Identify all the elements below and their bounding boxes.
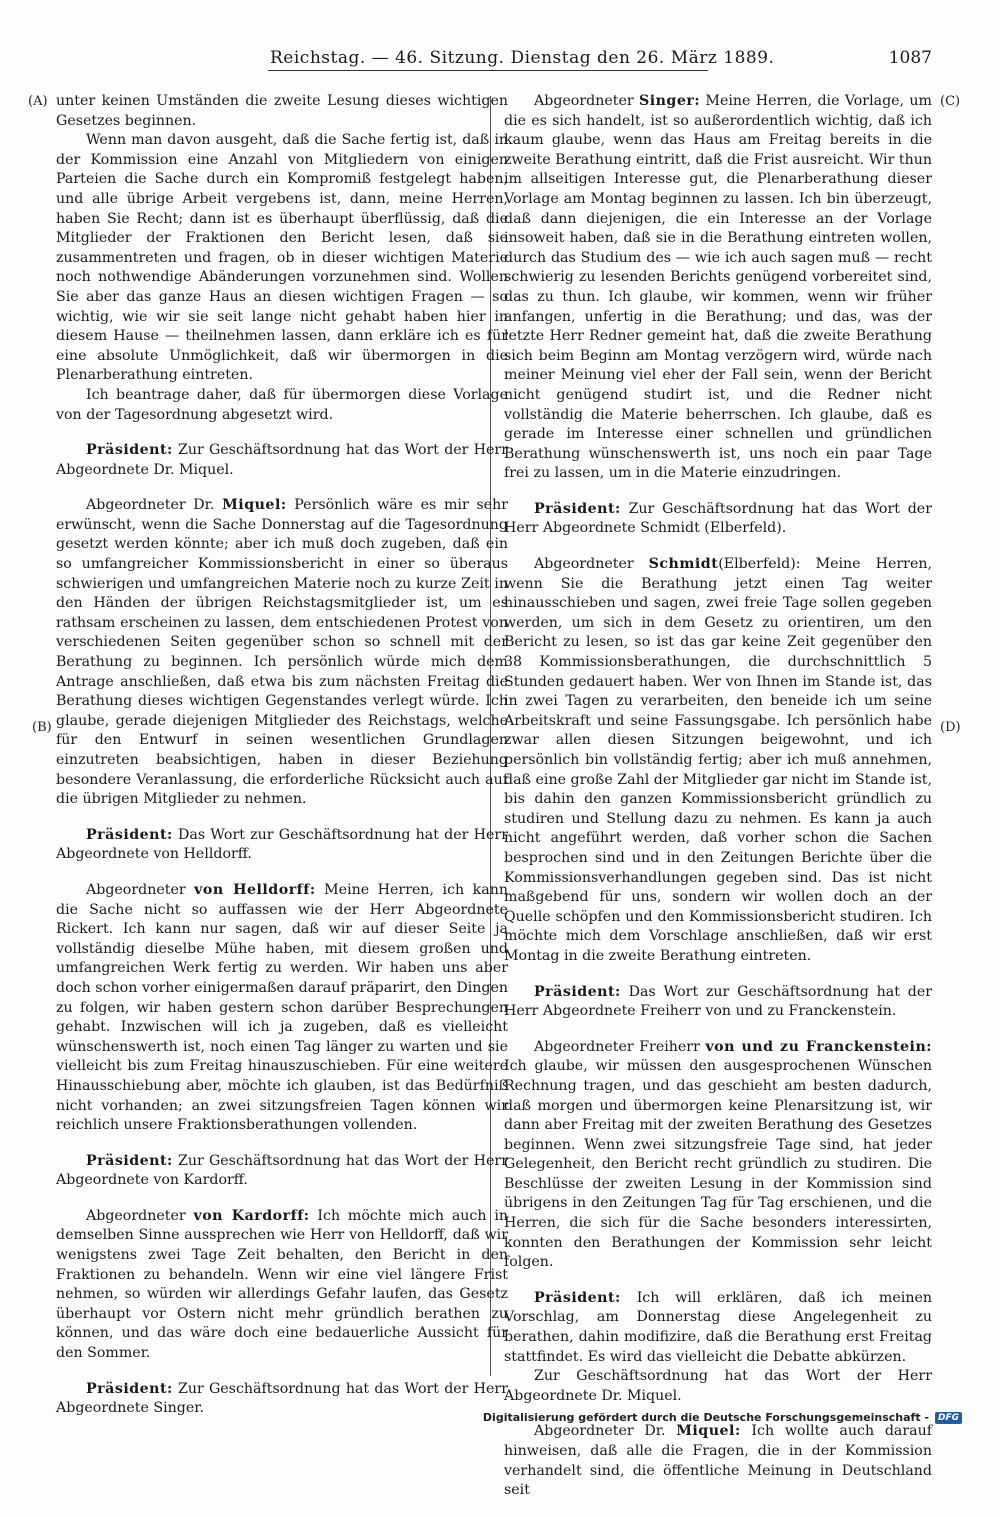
dfg-logo: DFG bbox=[935, 1412, 962, 1424]
speech-text: Das Wort zur Geschäftsordnung hat der Herr Abgeordnete von Helldorff. bbox=[56, 826, 508, 863]
speech-helldorff bbox=[56, 881, 508, 1136]
speech-president bbox=[504, 983, 932, 1022]
speaker-name: Singer: bbox=[638, 93, 701, 109]
speech-text: Ich will erklären, daß ich meinen Vorschlag, am Donnerstag diese Angelegenheit zu berathen, dahin modifizire, daß die Berathung erst Freitag stattfindet. Es wird das vielleicht die Debatte abkürzen. bbox=[504, 1289, 932, 1365]
speaker-title: Abgeordneter Dr. bbox=[86, 497, 215, 514]
speech-president bbox=[504, 1289, 932, 1367]
paragraph: Ich beantrage daher, daß für übermorgen diese Vorlage von der Tagesordnung abgesetzt wird. bbox=[56, 386, 508, 423]
footer-text: Digitalisierung gefördert durch die Deutsche Forschungsgemeinschaft - bbox=[482, 1411, 929, 1424]
speaker-title: Abgeordneter bbox=[86, 1207, 186, 1224]
speaker-title: Abgeordneter Freiherr bbox=[534, 1038, 700, 1055]
speaker-name: von Kardorff: bbox=[193, 1207, 310, 1224]
speech-text: Zur Geschäftsordnung hat das Wort der Herr Abgeordnete Schmidt (Elberfeld). bbox=[504, 500, 932, 537]
speech-text: Ich wollte auch darauf hinweisen, daß alle die Fragen, die in der Kommission verhandelt sind, die öffentliche Meinung in Deutschland seit bbox=[504, 1423, 932, 1499]
left-column bbox=[56, 92, 508, 1435]
speaker-title: Abgeordneter Dr. bbox=[534, 1423, 666, 1440]
speech-president bbox=[56, 826, 508, 865]
speaker-name: Präsident: bbox=[86, 1152, 173, 1169]
paragraph: Zur Geschäftsordnung hat das Wort der Herr Abgeordnete Dr. Miquel. bbox=[504, 1368, 932, 1404]
paragraph: Wenn man davon ausgeht, daß die Sache fertig ist, daß in der Kommission eine Anzahl von Mitgliedern von einigen Parteien die Sache durch ein Kompromiß festgelegt haben, und alle übrige Arbeit vergebens ist, dann, meine Herren, haben Sie Recht; dann ist es überhaupt überflüssig, daß die Mitglieder der Fraktionen den Bericht lesen, daß sie zusammentreten und fragen, ob in dieser wichtigen Materie noch nothwendige Abänderungen vorzunehmen sind. Wollen Sie aber das ganze Haus an diesen wichtigen Fragen — so wichtig, wie wir sie seit lange nicht gehabt haben hier in diesem Hause — theilnehmen lassen, dann erkläre ich es für eine absolute Unmöglichkeit, daß wir übermorgen in die Plenarberathung eintreten. bbox=[56, 132, 508, 384]
margin-marker-b: (B) bbox=[32, 720, 52, 735]
page-number: 1087 bbox=[888, 48, 932, 68]
speaker-name: Präsident: bbox=[86, 442, 173, 459]
right-column bbox=[504, 92, 932, 1517]
speech-text: Meine Herren, die Vorlage, um die es sich handelt, ist so außerordentlich wichtig, daß ich kaum glaube, wenn das Haus am Freitag bereits in die zweite Berathung eintritt, daß die Frist ausreicht. Wir thun im allseitigen Interesse gut, die Plenarberathung dieser Vorlage am Montag beginnen zu lassen. Ich bin überzeugt, daß dann diejenigen, die ein Interesse an der Vorlage insoweit haben, daß sie in die Berathung eintreten wollen, durch das Studium des — wie ich auch sagen muß — recht schwierig zu lesenden Berichts genügend vorbereitet sind, das zu thun. Ich glaube, wir kommen, wenn wir früher anfangen, unfertig in die Berathung; und das, was der letzte Herr Redner gemeint hat, daß die zweite Berathung sich beim Beginn am Montag verzögern wird, würde nach meiner Meinung viel eher der Fall sein, wenn der Bericht nicht genügend studirt ist, und die Redner nicht vollständig die Materie beherrschen. Ich glaube, daß es gerade im Interesse einer schnellen und gründlichen Berathung wünschenswerth ist, uns noch ein paar Tage frei zu lassen, um in die Materie einzudringen. bbox=[504, 93, 932, 482]
speech-kardorff bbox=[56, 1207, 508, 1364]
speech-text: Zur Geschäftsordnung hat das Wort der Herr Abgeordnete Dr. Miquel. bbox=[56, 442, 508, 478]
speech-text: Zur Geschäftsordnung hat das Wort der Herr Abgeordnete von Kardorff. bbox=[56, 1152, 508, 1189]
speaker-name: Präsident: bbox=[534, 983, 621, 1000]
speech-president bbox=[56, 1152, 508, 1191]
speaker-title: Abgeordneter bbox=[534, 556, 634, 573]
speaker-title: Abgeordneter bbox=[86, 881, 186, 898]
speech-schmidt bbox=[504, 555, 932, 966]
margin-marker-c: (C) bbox=[940, 94, 961, 109]
speech-franckenstein bbox=[504, 1038, 932, 1273]
speech-text: Zur Geschäftsordnung hat das Wort der Herr Abgeordnete Singer. bbox=[56, 1380, 508, 1417]
speech-text: Das Wort zur Geschäftsordnung hat der Herr Abgeordnete Freiherr von und zu Franckenstein. bbox=[504, 983, 932, 1020]
footer-credit bbox=[483, 1411, 962, 1424]
speaker-name: Schmidt bbox=[648, 556, 719, 573]
speaker-constituency: (Elberfeld): bbox=[718, 556, 801, 573]
speech-president bbox=[504, 500, 932, 539]
speaker-name: Miquel: bbox=[222, 497, 287, 514]
speech-miquel bbox=[56, 496, 508, 810]
speaker-name: von und zu Franckenstein: bbox=[705, 1038, 933, 1055]
speaker-name: Präsident: bbox=[86, 1380, 173, 1397]
speaker-title: Abgeordneter bbox=[534, 93, 634, 109]
speech-text: Meine Herren, ich kann die Sache nicht so auffassen wie der Herr Abgeordnete Rickert. Ich kann nur sagen, daß wir auf dieser Seite ja vollständig dieselbe Mühe haben, mit diesem großen und umfangreichen Werk fertig zu werden. Wir haben uns aber doch schon vorher einigermaßen darauf präparirt, den Dingen zu folgen, wir haben gestern schon darüber Besprechungen gehabt. Inzwischen will ich ja zugeben, daß es vielleicht wünschenswerth ist, noch einen Tag länger zu warten und sie vielleicht bis zum Freitag hinauszuschieben. Für eine weitere Hinausschiebung aber, möchte ich glauben, ist das Bedürfniß nicht vorhanden; an zwei sitzungsfreien Tagen können wir reichlich unsere Fraktionsberathungen vollenden. bbox=[56, 881, 508, 1134]
speaker-name: Miquel: bbox=[676, 1423, 741, 1440]
margin-marker-d: (D) bbox=[940, 720, 961, 735]
speaker-name: Präsident: bbox=[86, 826, 173, 843]
margin-marker-a: (A) bbox=[28, 94, 48, 109]
speaker-name: Präsident: bbox=[534, 500, 621, 517]
speaker-name: Präsident: bbox=[534, 1289, 621, 1306]
speech-president bbox=[56, 1380, 508, 1419]
speech-text: Ich glaube, wir müssen den ausgesprochenen Wünschen Rechnung tragen, und das geschieht am besten dadurch, daß morgen und übermorgen keine Plenarsitzung ist, wir dann aber Freitag mit der zweiten Berathung des Gesetzes beginnen. Wenn zwei sitzungsfreie Tage sind, hat jeder Gelegenheit, den Bericht recht gründlich zu studiren. Die Beschlüsse der zweiten Lesung in der Kommission sind übrigens in den Zeitungen Tag für Tag erschienen, und die Herren, die sich für die Sache besonders interessirten, konnten den Berathungen der Kommission sehr leicht folgen. bbox=[504, 1058, 932, 1271]
speech-text: Meine Herren, wenn Sie die Berathung jetzt einen Tag weiter hinausschieben und sagen, zwei freie Tage sollen gegeben werden, um sich in dem Gesetz zu orientiren, um den Bericht zu lesen, so ist das gar keine Zeit gegenüber den 38 Kommissionsberathungen, die durchschnittlich 5 Stunden gedauert haben. Wer von Ihnen im Stande ist, das in zwei Tagen zu verarbeiten, den beneide ich um seine Arbeitskraft und seine Fassungsgabe. Ich persönlich habe zwar allen diesen Sitzungen beigewohnt, und ich persönlich bin vollständig fertig; aber ich muß annehmen, daß eine große Zahl der Mitglieder gar nicht im Stande ist, bis dahin den ganzen Kommissionsbericht gründlich zu studiren und Stellung dazu zu nehmen. Es kann ja auch nicht angeführt werden, daß vorher schon die Sachen besprochen sind und in den Zeitungen Berichte über die Kommissionsverhandlungen gegeben sind. Das ist nicht maßgebend für uns, sondern wir wollen doch an der Quelle schöpfen und den Kommissionsbericht studiren. Ich möchte mich dem Vorschlage anschließen, daß wir erst Montag in die zweite Berathung eintreten. bbox=[504, 556, 932, 964]
speech-president bbox=[56, 441, 508, 480]
speech-singer bbox=[504, 92, 932, 484]
speech-text: Persönlich wäre es mir sehr erwünscht, wenn die Sache Donnerstag auf die Tagesordnung gesetzt werden könnte; aber ich muß doch zugeben, daß ein so umfangreicher Kommissionsbericht in einer so überaus schwierigen und umfangreichen Materie noch zu kurze Zeit in den Händen der übrigen Reichstagsmitglieder ist, um es rathsam erscheinen zu lassen, dem entschiedenen Protest von verschiedenen Seiten gegenüber schon so schnell mit der Berathung zu beginnen. Ich persönlich würde mich dem Antrage anschließen, daß etwa bis zum nächsten Freitag die Berathung dieses wichtigen Gegenstandes verlegt würde. Ich glaube, gerade diejenigen Mitglieder des Reichstags, welche für den Entwurf in seinen wesentlichen Grundlagen einzutreten beabsichtigen, haben in dieser Beziehung besondere Veranlassung, die erforderliche Rücksicht auch auf die übrigen Mitglieder zu nehmen. bbox=[56, 497, 508, 808]
paragraph: unter keinen Umständen die zweite Lesung dieses wichtigen Gesetzes beginnen. bbox=[56, 93, 508, 129]
speaker-name: von Helldorff: bbox=[194, 881, 316, 898]
header-rule bbox=[268, 70, 708, 71]
speech-miquel bbox=[504, 1422, 932, 1500]
running-title: Reichstag. — 46. Sitzung. Dienstag den 26. März 1889. bbox=[270, 48, 775, 68]
page-header bbox=[0, 48, 1000, 72]
speech-text: Ich möchte mich auch in demselben Sinne aussprechen wie Herr von Helldorff, daß wir wenigstens zwei Tage Zeit behalten, den Bericht in den Fraktionen zu behandeln. Wenn wir eine viel längere Frist nehmen, so würden wir allerdings Gefahr laufen, das Gesetz überhaupt vor Ostern nicht mehr gründlich berathen zu können, und das wäre doch eine bedauerliche Aussicht für den Sommer. bbox=[56, 1207, 509, 1362]
